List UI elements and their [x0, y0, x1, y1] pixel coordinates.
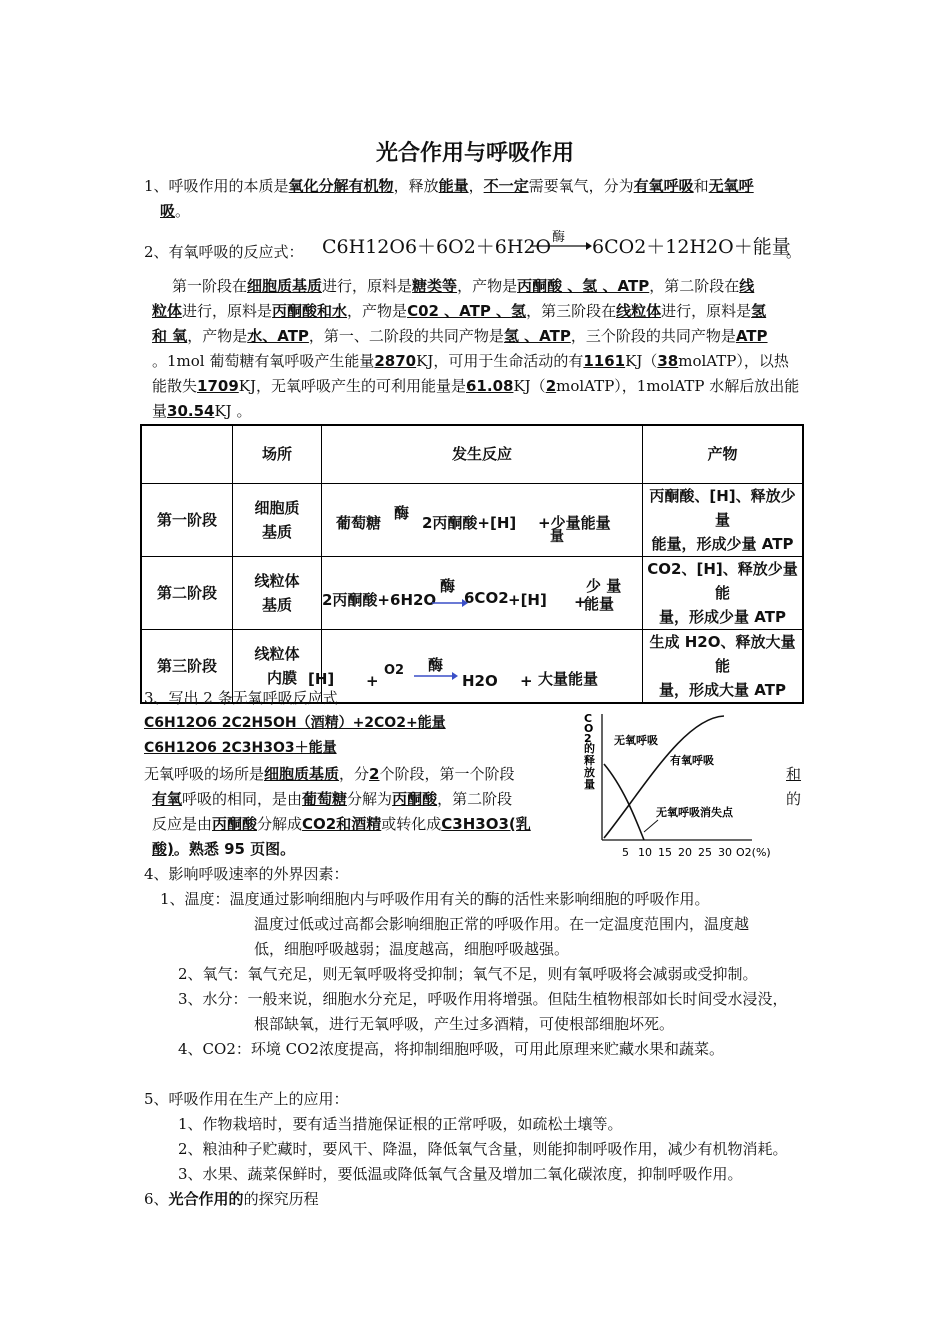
text: 量	[152, 402, 168, 420]
text: ，产物是	[187, 327, 248, 345]
keyword: 氢 、ATP	[503, 327, 571, 345]
x-tick: 30	[718, 846, 732, 859]
plus-sign: +	[520, 671, 533, 690]
water-line-2: 根部缺氧，进行无氧呼吸，产生过多酒精，可使根部细胞坏死。	[254, 1015, 675, 1033]
product-text: CO2、[H]、释放少量能	[647, 559, 798, 602]
respiration-stages-table	[140, 424, 804, 704]
x-tick: 10	[638, 846, 652, 859]
keyword: 和 氧	[152, 327, 188, 345]
text: 反应是由	[152, 815, 213, 833]
anaerobic-equation-2: C6H12O6 2C3H3O3＋能量	[144, 740, 337, 756]
text: ，产物是	[457, 277, 518, 295]
water-line-1: 3、水分：一般来说，细胞水分充足，呼吸作用将增强。但陆生植物根部如长时间受水浸没，	[178, 990, 788, 1008]
text: 分解为	[347, 790, 393, 808]
respiration-oxygen-graph	[574, 708, 778, 866]
table-row	[141, 483, 803, 556]
plus-sign: +	[574, 592, 587, 611]
text: 进行，原料是	[182, 302, 273, 320]
keyword: 有氧呼吸	[633, 177, 694, 195]
text: 。1mol 葡萄糖有氧呼吸产生能量	[152, 352, 375, 370]
keyword: 不一定	[483, 177, 529, 195]
anaerobic-label: 无氧呼吸	[614, 734, 658, 747]
place-text: 线粒体	[254, 644, 300, 663]
keyword: 水、ATP	[247, 327, 309, 345]
table-header-cell: 产物	[643, 425, 804, 483]
anaerobic-equation-1: C6H12O6 2C2H5OH（酒精）+2CO2+能量	[144, 715, 446, 731]
text: ，	[468, 177, 484, 195]
page-title: 光合作用与呼吸作用	[375, 141, 574, 166]
text: 。熟悉 95 页图。	[173, 840, 296, 858]
text: 进行，原料是	[322, 277, 413, 295]
reactant: O2	[384, 662, 405, 678]
reactant: 2丙酮酸+6H2O	[322, 590, 437, 609]
stage-cell: 第三阶段	[141, 629, 233, 703]
para-line-2	[152, 299, 818, 324]
keyword: 无氧呼	[708, 177, 754, 195]
table-header-cell: 发生反应	[322, 425, 643, 483]
product: +[H]	[508, 590, 547, 609]
keyword: 丙酮酸和水	[272, 302, 348, 320]
temperature-line-2: 温度过低或过高都会影响细胞正常的呼吸作用。在一定温度范围内，温度越	[254, 915, 750, 933]
aerobic-equation-right: 6CO2＋12H2O＋能量	[592, 236, 791, 258]
place-text: 内膜	[266, 668, 297, 687]
section-6-head	[144, 1187, 810, 1212]
product: H2O	[462, 671, 498, 690]
x-tick: 5	[622, 846, 629, 859]
text: ，产物是	[347, 302, 408, 320]
enzyme-label: 酶	[428, 655, 444, 674]
equation-end: 。	[786, 243, 802, 261]
para-line-3	[152, 324, 818, 349]
value: 30.54	[167, 402, 215, 420]
text: KJ，可用于生命活动的有	[416, 352, 584, 370]
energy: 少 量	[586, 576, 622, 595]
text: ，第三阶段在	[526, 302, 617, 320]
oxygen-line: 2、氧气：氧气充足，则无氧呼吸将受抑制；氧气不足，则有氧呼吸将会减弱或受抑制。	[178, 965, 758, 983]
text: KJ 。	[214, 402, 252, 420]
value: 1709	[197, 377, 239, 395]
reaction-arrow	[414, 671, 458, 681]
value: 2870	[374, 352, 417, 370]
value: 38	[657, 352, 679, 370]
text: ，第二阶段	[437, 790, 513, 808]
vanishing-point-label: 无氧呼吸消失点	[656, 806, 733, 819]
enzyme-label: 酶	[394, 503, 410, 522]
table-row	[141, 556, 803, 629]
value: 1161	[583, 352, 626, 370]
energy: +少量能量	[538, 513, 611, 532]
product-text: 丙酮酸、[H]、释放少量	[649, 486, 796, 529]
product-text: 量，形成少量 ATP	[659, 607, 786, 626]
product-text: 能量，形成少量 ATP	[651, 534, 794, 553]
text: 无氧呼吸的场所是	[144, 765, 265, 783]
text: 和	[693, 177, 709, 195]
text: 。	[175, 202, 191, 220]
para-line-4	[152, 349, 818, 374]
text: 呼吸的相同，是由	[182, 790, 303, 808]
aerobic-equation-left: C6H12O6＋6O2＋6H2O	[322, 236, 552, 258]
anaerobic-curve	[604, 764, 644, 840]
keyword: 线	[739, 277, 755, 295]
text: 分解成	[257, 815, 303, 833]
keyword: 吸	[160, 202, 176, 220]
wrap-word: 的	[786, 790, 802, 808]
keyword: 有氧	[152, 790, 183, 808]
text: ，释放	[393, 177, 439, 195]
application-2: 2、粮油种子贮藏时，要风干、降温，降低氧气含量，则能抑制呼吸作用，减少有机物消耗。	[178, 1140, 788, 1158]
enzyme-label: 酶	[440, 576, 456, 595]
text: 需要氧气，分为	[528, 177, 634, 195]
stage-cell: 第一阶段	[141, 483, 233, 556]
place-cell	[233, 556, 322, 629]
text: KJ（	[513, 377, 546, 395]
place-text: 基质	[261, 595, 292, 614]
text: ，第二阶段在	[649, 277, 740, 295]
temperature-line-1: 1、温度：温度通过影响细胞内与呼吸作用有关的酶的活性来影响细胞的呼吸作用。	[160, 890, 710, 908]
product-cell	[643, 556, 804, 629]
product-text: 生成 H2O、释放大量能	[649, 632, 796, 675]
keyword: 氢	[751, 302, 767, 320]
keyword: 氧化分解有机物	[288, 177, 394, 195]
para-line-6	[152, 399, 818, 424]
text: 1、呼吸作用的本质是	[144, 177, 289, 195]
plus-sign: +	[366, 671, 379, 690]
section-3-head: 3、写出 2 条无氧呼吸反应式	[144, 689, 338, 707]
text: 第一阶段在	[172, 277, 248, 295]
text: 进行，原料是	[661, 302, 752, 320]
text: 的探究历程	[243, 1190, 319, 1208]
section-5-head: 5、呼吸作用在生产上的应用：	[144, 1090, 349, 1108]
product: 6CO2	[464, 588, 509, 607]
keyword: 丙酮酸 、氢 、ATP	[517, 277, 650, 295]
keyword: 丙酮酸	[392, 790, 438, 808]
keyword: 葡萄糖	[302, 790, 348, 808]
reactant: 葡萄糖	[336, 513, 382, 532]
energy: 大量能量	[538, 669, 599, 688]
keyword: CO2和酒精	[302, 815, 382, 833]
x-axis-label: O2(%)	[736, 846, 771, 859]
product: 2丙酮酸+[H]	[422, 513, 517, 532]
reaction-arrow	[530, 240, 592, 252]
section-4-head: 4、影响呼吸速率的外界因素：	[144, 865, 349, 883]
product-cell	[643, 483, 804, 556]
reaction-arrow	[432, 598, 468, 608]
text: ，三个阶段的共同产物是	[570, 327, 736, 345]
temperature-line-3: 低，细胞呼吸越弱；温度越高，细胞呼吸越强。	[254, 940, 570, 958]
keyword: 酸)	[152, 840, 174, 858]
text: KJ（	[625, 352, 658, 370]
x-tick: 25	[698, 846, 712, 859]
text: 或转化成	[381, 815, 442, 833]
keyword: 细胞质基质	[264, 765, 340, 783]
keyword: 丙酮酸	[212, 815, 258, 833]
section-1-line-1	[144, 174, 810, 199]
value: 2	[369, 765, 380, 783]
keyword: 线粒体	[616, 302, 662, 320]
keyword: C02 、ATP 、氢	[407, 302, 527, 320]
text: KJ，无氧呼吸产生的可利用能量是	[238, 377, 466, 395]
enzyme-label: 酶	[552, 230, 566, 245]
x-tick: 20	[678, 846, 692, 859]
x-tick: 15	[658, 846, 672, 859]
energy: 能量	[584, 594, 615, 613]
reaction-cell	[322, 556, 643, 629]
pointer-line	[644, 820, 658, 832]
text: molATP），以热	[678, 352, 789, 370]
place-text: 基质	[261, 522, 292, 541]
y-axis-label: C O 2 的释放量	[584, 712, 595, 791]
table-header-cell	[141, 425, 233, 483]
place-text: 细胞质	[254, 498, 300, 517]
value: 61.08	[466, 377, 514, 395]
place-text: 线粒体	[254, 571, 300, 590]
keyword: 光合作用的	[168, 1190, 244, 1208]
keyword: 糖类等	[412, 277, 458, 295]
reactant: [H]	[308, 669, 335, 688]
text: 6、	[144, 1190, 169, 1208]
application-1: 1、作物栽培时，要有适当措施保证根的正常呼吸，如疏松土壤等。	[178, 1115, 623, 1133]
aerobic-label: 有氧呼吸	[670, 754, 714, 767]
section-2-label: 2、有氧呼吸的反应式：	[144, 243, 304, 261]
keyword: 粒体	[152, 302, 183, 320]
text: ，分	[339, 765, 370, 783]
wrap-word: 和	[786, 765, 802, 783]
keyword: 细胞质基质	[247, 277, 323, 295]
table-header-cell: 场所	[233, 425, 322, 483]
value: 2	[545, 377, 557, 395]
text: ，第一、二阶段的共同产物是	[308, 327, 504, 345]
stage-cell: 第二阶段	[141, 556, 233, 629]
table-header-row	[141, 425, 803, 483]
keyword: ATP	[735, 327, 768, 345]
para-line-1	[172, 274, 812, 299]
section-1-line-2	[160, 199, 826, 224]
para-line-5	[152, 374, 818, 399]
place-cell	[233, 483, 322, 556]
text: 能散失	[152, 377, 198, 395]
application-3: 3、水果、蔬菜保鲜时，要低温或降低氧气含量及增加二氧化碳浓度，抑制呼吸作用。	[178, 1165, 743, 1183]
text: molATP），1molATP 水解后放出能	[556, 377, 800, 395]
co2-line: 4、CO2：环境 CO2浓度提高，将抑制细胞呼吸，可用此原理来贮藏水果和蔬菜。	[178, 1040, 724, 1058]
keyword: C3H3O3(乳	[441, 815, 531, 833]
energy-wrap: 量	[550, 528, 564, 545]
keyword: 能量	[438, 177, 469, 195]
text: 个阶段，第一个阶段	[379, 765, 515, 783]
product-text: 量，形成大量 ATP	[659, 680, 786, 699]
reaction-cell	[322, 483, 643, 556]
